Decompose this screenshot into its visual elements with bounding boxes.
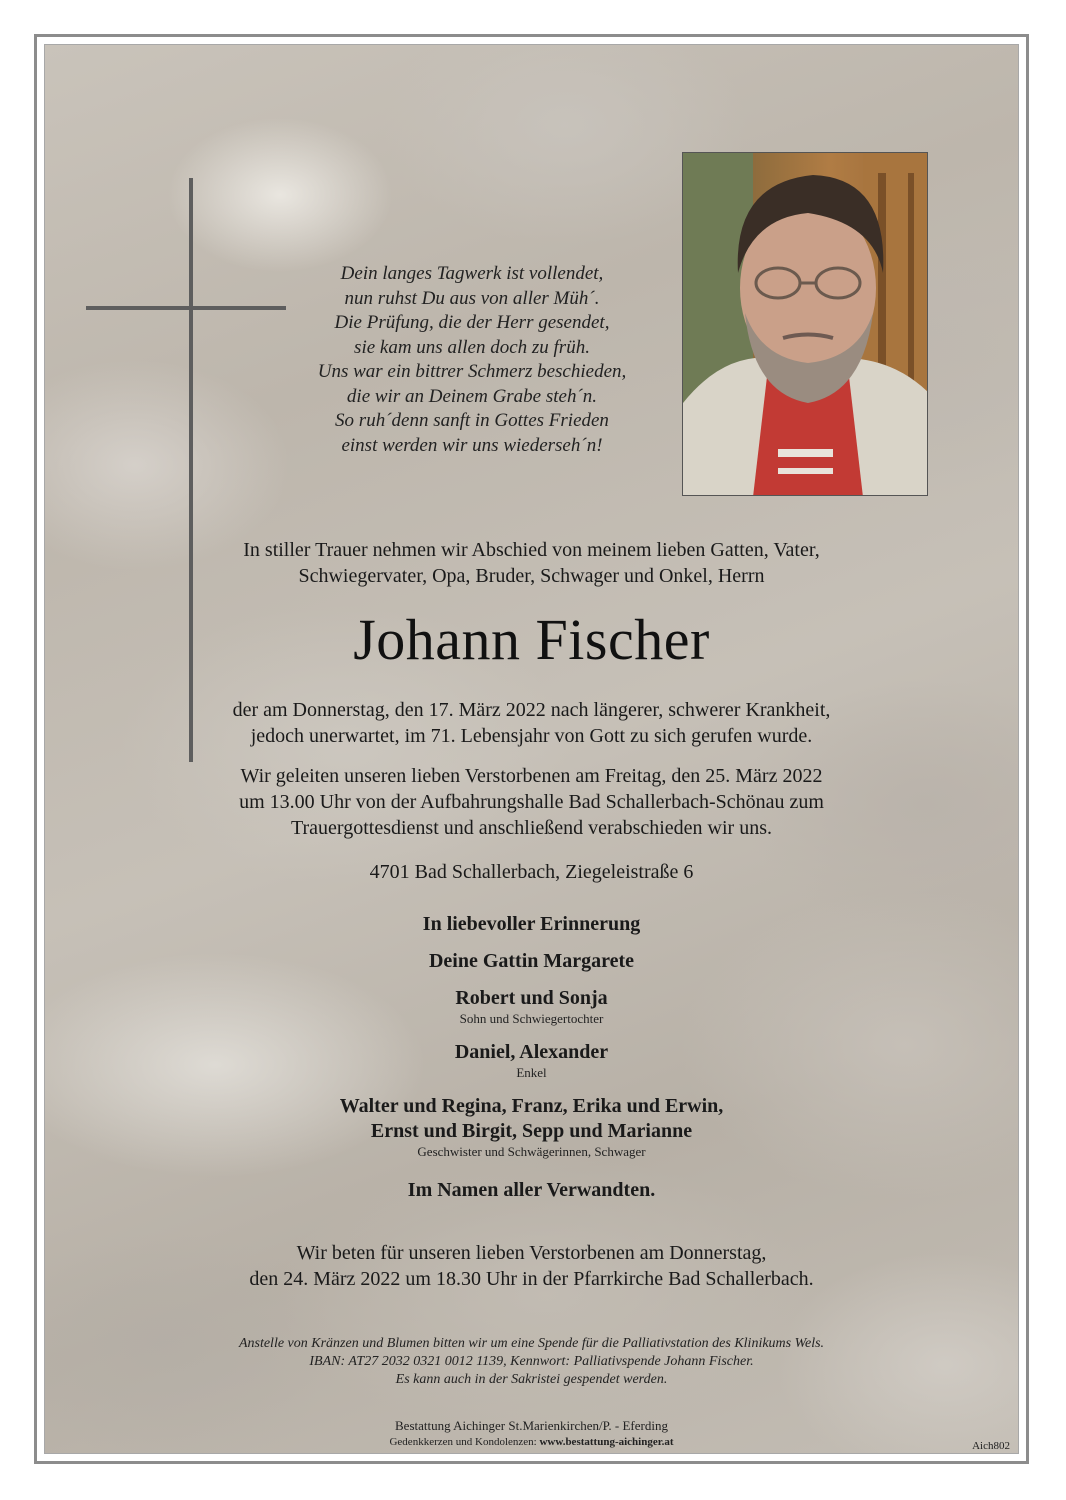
children-relation: Sohn und Schwiegertochter	[459, 1011, 604, 1026]
stone-background	[44, 44, 1019, 1454]
family-heading: In liebevoller Erinnerung	[422, 913, 641, 935]
poem-line: einst werden wir uns wiederseh´n!	[341, 434, 603, 456]
notice-code: Aich802	[972, 1440, 1010, 1452]
family-siblings-line1: Walter und Regina, Franz, Erika und Erwin,	[339, 1095, 724, 1117]
poem-line: Die Prüfung, die der Herr gesendet,	[334, 312, 610, 333]
poem-line: sie kam uns allen doch zu früh.	[354, 336, 590, 358]
portrait-illustration	[683, 153, 928, 496]
condolence-line	[45, 1434, 1018, 1450]
poem-line: So ruh´denn sanft in Gottes Frieden	[335, 410, 609, 431]
prayer-line: den 24. März 2022 um 18.30 Uhr in der Pfarrkirche Bad Schallerbach.	[249, 1268, 814, 1290]
family-children: Robert und Sonja	[455, 987, 608, 1009]
siblings-relation: Geschwister und Schwägerinnen, Schwager	[417, 1144, 646, 1159]
prayer-notice	[45, 1240, 1018, 1292]
grandchildren-relation: Enkel	[516, 1065, 547, 1080]
poem-line: die wir an Deinem Grabe steh´n.	[346, 385, 598, 407]
memorial-poem	[267, 262, 677, 458]
family-grandchildren: Daniel, Alexander	[454, 1041, 609, 1063]
intro-text	[45, 537, 1018, 589]
deceased-name: Johann Fischer	[353, 607, 710, 672]
funeral-line: um 13.00 Uhr von der Aufbahrungshalle Bad Schallerbach-Schönau zum	[239, 791, 824, 813]
obituary-sheet	[34, 34, 1029, 1464]
donation-line: Es kann auch in der Sakristei gespendet werden.	[395, 1372, 668, 1387]
death-notice-line: der am Donnerstag, den 17. März 2022 nach längerer, schwerer Krankheit,	[232, 699, 831, 721]
intro-line: Schwiegervater, Opa, Bruder, Schwager und Onkel, Herrn	[298, 565, 765, 587]
death-notice	[45, 697, 1018, 749]
poem-line: Uns war ein bittrer Schmerz beschieden,	[317, 361, 627, 382]
donation-line: Anstelle von Kränzen und Blumen bitten wir um eine Spende für die Palliativstation des Klinikums Wels.	[238, 1336, 825, 1351]
portrait-photo	[682, 152, 928, 496]
condolence-label: Gedenkkerzen und Kondolenzen:	[389, 1436, 537, 1448]
prayer-line: Wir beten für unseren lieben Verstorbenen am Donnerstag,	[296, 1242, 767, 1264]
family-address: 4701 Bad Schallerbach, Ziegeleistraße 6	[369, 861, 694, 883]
cross-horizontal-bar	[86, 306, 286, 310]
family-siblings-line2: Ernst und Birgit, Sepp und Marianne	[370, 1120, 693, 1142]
funeral-notice	[45, 763, 1018, 841]
funeral-line: Trauergottesdienst und anschließend verabschieden wir uns.	[290, 817, 772, 839]
undertaker-name: Bestattung Aichinger St.Marienkirchen/P. - Eferding	[395, 1418, 668, 1433]
undertaker-info	[45, 1418, 1018, 1450]
poem-line: Dein langes Tagwerk ist vollendet,	[340, 263, 604, 284]
family-wife: Deine Gattin Margarete	[428, 950, 635, 972]
donation-line: IBAN: AT27 2032 0321 0012 1139, Kennwort: Palliativspende Johann Fischer.	[309, 1354, 754, 1369]
funeral-line: Wir geleiten unseren lieben Verstorbenen am Freitag, den 25. März 2022	[240, 765, 823, 787]
undertaker-website-link[interactable]: www.bestattung-aichinger.at	[539, 1436, 674, 1448]
poem-line: nun ruhst Du aus von aller Müh´.	[344, 287, 600, 309]
death-notice-line: jedoch unerwartet, im 71. Lebensjahr von Gott zu sich gerufen wurde.	[250, 725, 813, 747]
donation-request	[45, 1335, 1018, 1389]
intro-line: In stiller Trauer nehmen wir Abschied von meinem lieben Gatten, Vater,	[243, 539, 820, 561]
all-relatives: Im Namen aller Verwandten.	[407, 1179, 656, 1201]
